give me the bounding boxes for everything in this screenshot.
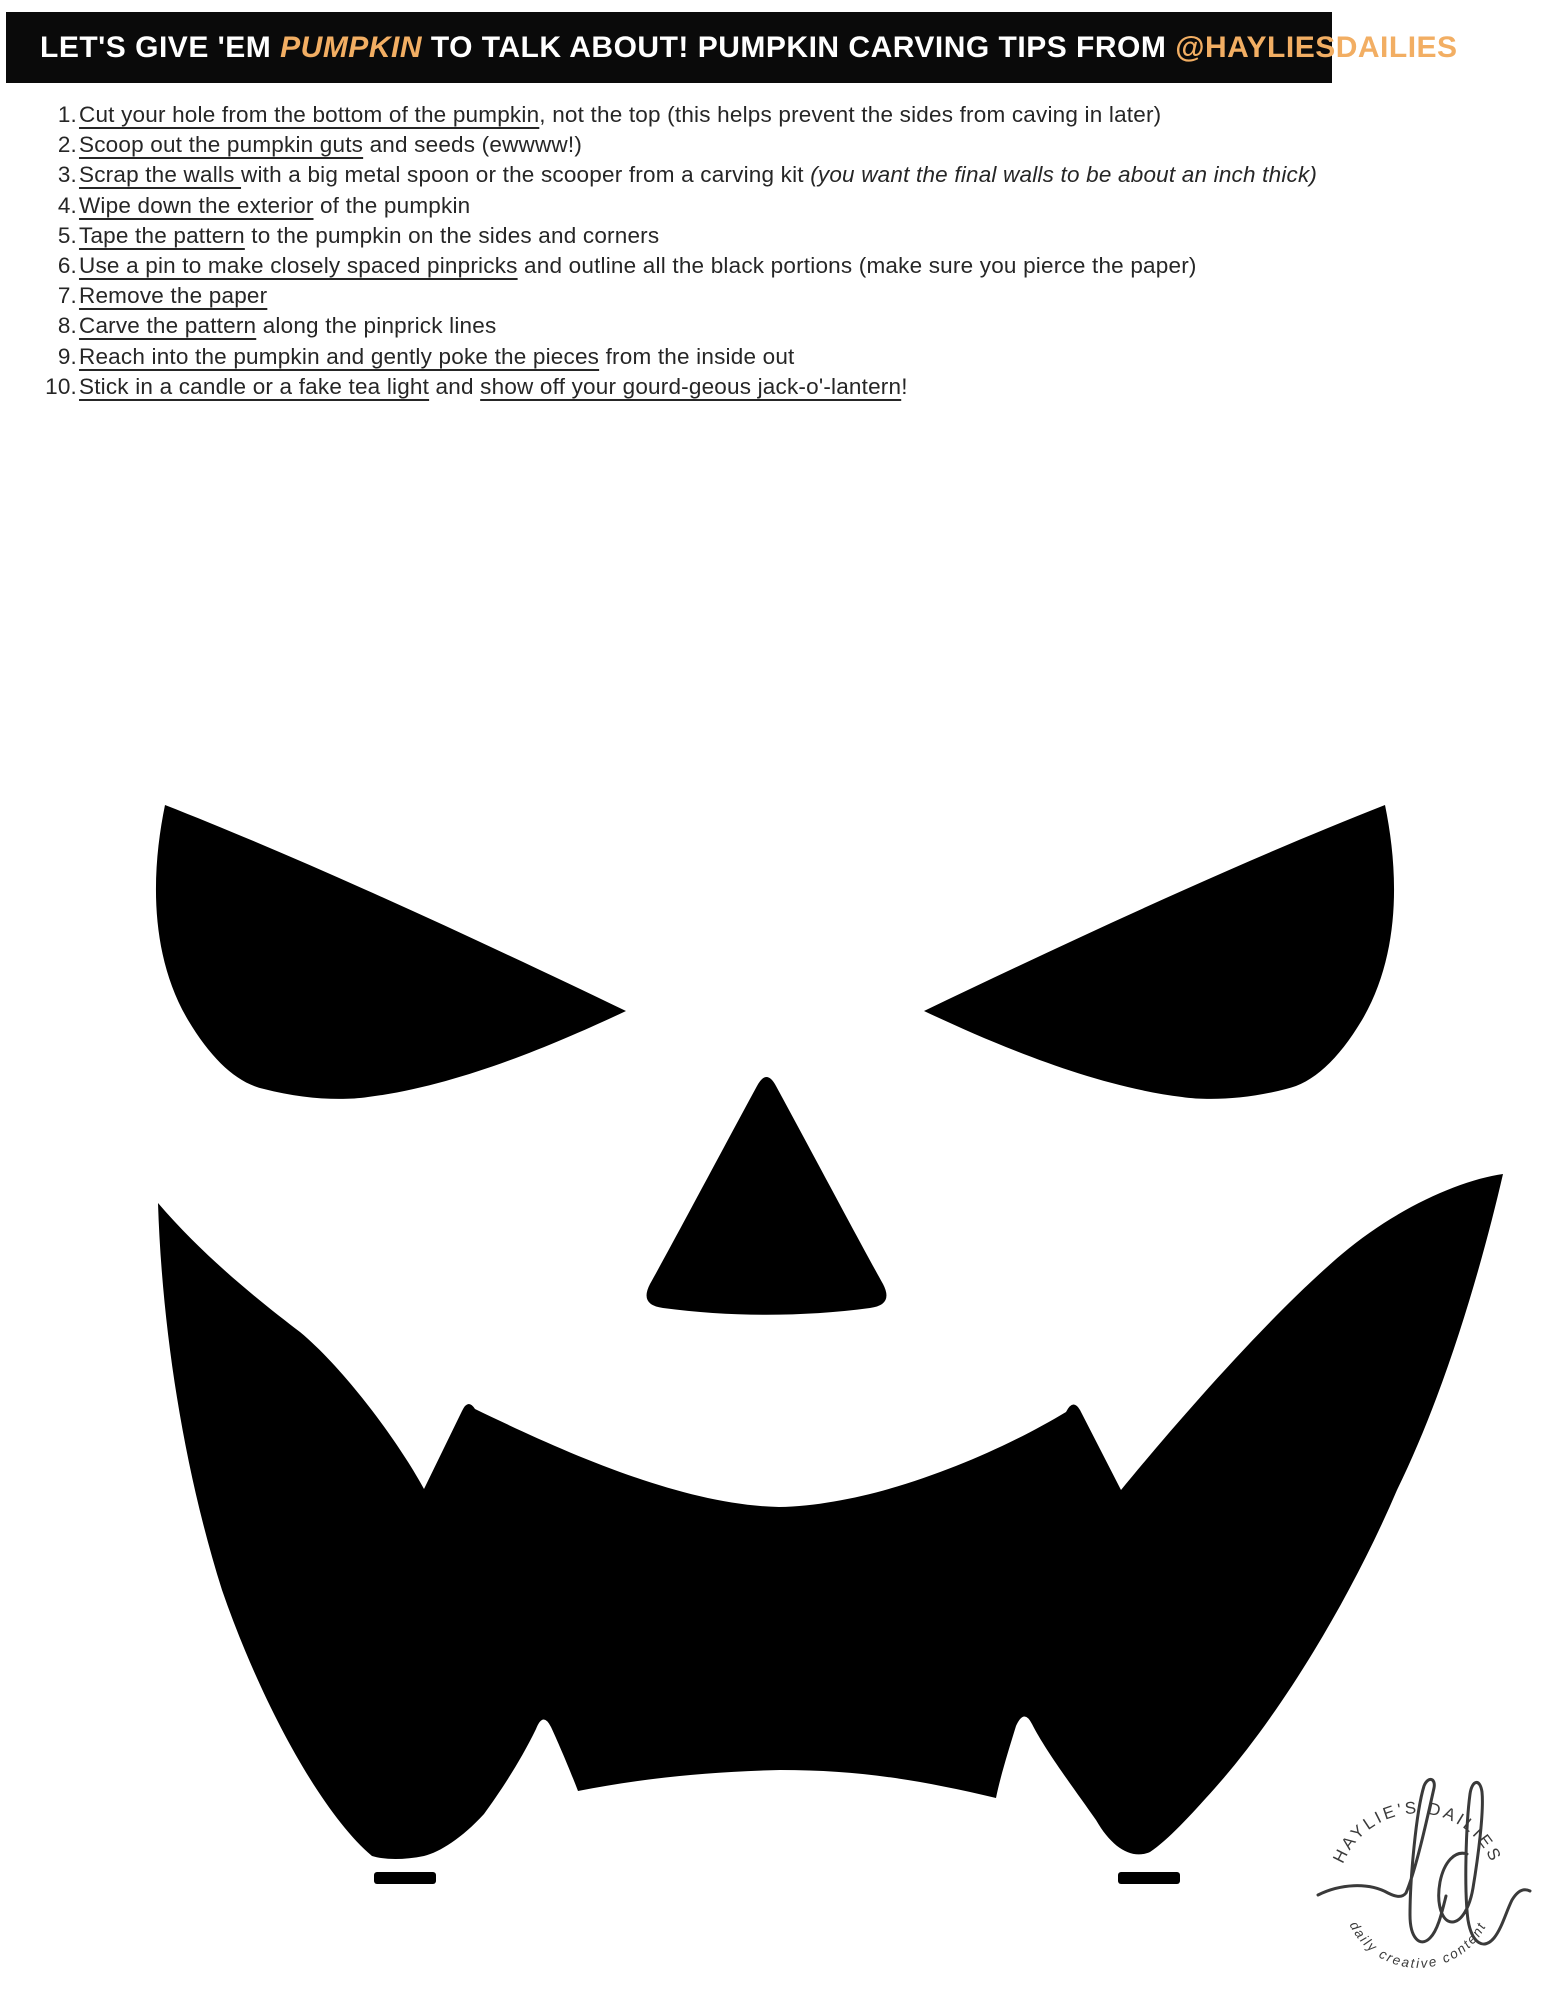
tip-key-phrase: Scrap the walls xyxy=(79,162,242,188)
tip-text: to the pumpkin on the sides and corners xyxy=(244,222,660,248)
tip-text: along the pinprick lines xyxy=(256,313,497,339)
nose-shape xyxy=(647,1077,887,1315)
tip-text: from the inside out xyxy=(599,343,795,369)
list-number: 3. xyxy=(57,162,77,188)
bridge-mark-right xyxy=(1118,1872,1180,1884)
logo-name: HAYLIE'S DAILIES xyxy=(1329,1798,1506,1867)
tip-text: (you want the final walls to be about an inch thick) xyxy=(810,162,1318,188)
list-number: 9. xyxy=(57,343,77,369)
list-number: 1. xyxy=(57,102,77,127)
tip-text: and outline all the black portions (make sure you pierce the paper) xyxy=(517,253,1197,279)
banner-segment: PUMPKIN xyxy=(280,31,422,64)
tip-key-phrase: Reach into the pumpkin and gently poke the pieces xyxy=(79,343,600,369)
list-number: 8. xyxy=(57,313,77,339)
tip-text: of the pumpkin xyxy=(313,192,471,218)
tip-text: ! xyxy=(901,373,908,399)
left-eye-shape xyxy=(156,805,626,1099)
list-number: 5. xyxy=(57,222,77,248)
tip-key-phrase: Remove the paper xyxy=(79,283,268,309)
list-number: 7. xyxy=(57,283,77,309)
list-number: 10. xyxy=(45,373,77,399)
brand-logo xyxy=(1318,1779,1530,1971)
tip-key-phrase: Stick in a candle or a fake tea light xyxy=(79,373,430,399)
logo-tagline: daily creative content xyxy=(1346,1918,1490,1971)
tip-key-phrase: Tape the pattern xyxy=(79,222,245,248)
tip-text: and seeds (ewwww!) xyxy=(363,132,583,158)
tip-key-phrase: Scoop out the pumpkin guts xyxy=(79,132,364,158)
tip-key-phrase: Cut your hole from the bottom of the pumpkin xyxy=(79,102,540,127)
tip-key-phrase: Use a pin to make closely spaced pinpricks xyxy=(79,253,518,279)
right-eye-shape xyxy=(924,805,1394,1099)
list-number: 2. xyxy=(57,132,77,158)
banner-segment: @HAYLIESDAILIES xyxy=(1175,31,1458,64)
tip-text: , not the top (this helps prevent the sides from caving in later) xyxy=(539,102,1162,127)
tip-text: with a big metal spoon or the scooper from a carving kit xyxy=(241,162,811,188)
tip-key-phrase: show off your gourd-geous jack-o'-lantern xyxy=(480,373,902,399)
tip-key-phrase: Wipe down the exterior xyxy=(79,192,314,218)
banner-segment: LET'S GIVE 'EM xyxy=(40,31,281,64)
list-number: 4. xyxy=(57,192,77,218)
list-number: 6. xyxy=(57,253,77,279)
tip-key-phrase: Carve the pattern xyxy=(79,313,257,339)
banner-segment: TO TALK ABOUT! PUMPKIN CARVING TIPS FROM xyxy=(421,31,1176,64)
bridge-mark-left xyxy=(374,1872,436,1884)
tip-text: and xyxy=(429,373,481,399)
